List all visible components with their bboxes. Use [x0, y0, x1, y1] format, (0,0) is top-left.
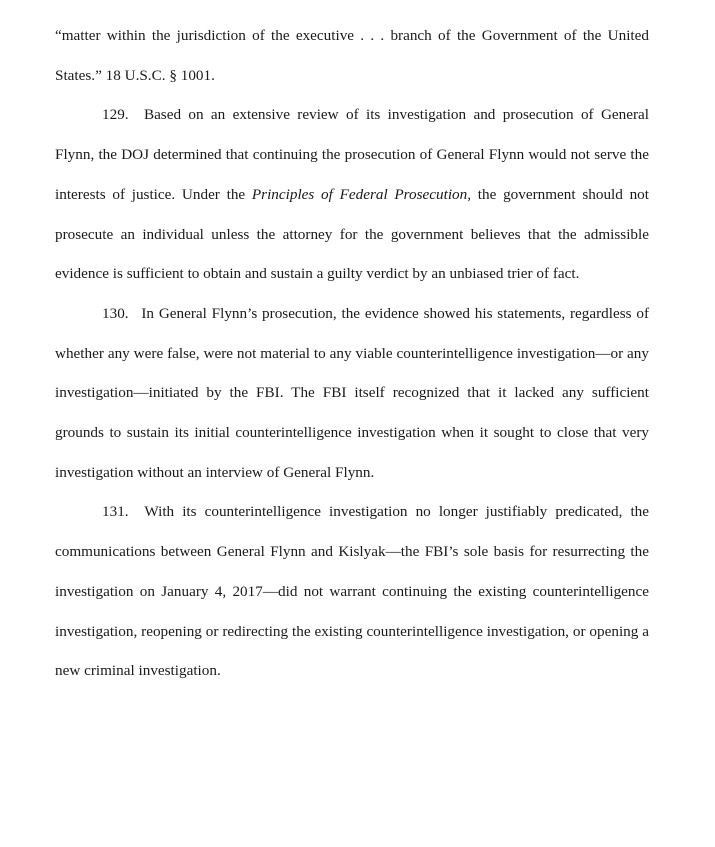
paragraph-text: With its counterintelligence investigation no longer justifiably predicated, the communications between General Flynn and Kislyak—the FBI’s sole basis for resurrecting the investigation on January 4, 2017—did not warrant continuing the existing counterintelligence investigation, reopening or redirecting the existing counterintelligence investigation, or opening a new criminal investigation. — [55, 503, 649, 680]
italic-citation: Principles of Federal Prosecution, — [251, 185, 472, 203]
paragraph-number: 129. — [102, 106, 129, 124]
paragraph-129 — [55, 95, 649, 294]
paragraph-text: In General Flynn’s prosecution, the evidence showed his statements, regardless of whether any were false, were not material to any viable counterintelligence investigation—or any investigation—initiated by the FBI. The FBI itself recognized that it lacked any sufficient grounds to sustain its initial counterintelligence investigation when it sought to close that very investigation without an interview of General Flynn. — [55, 304, 649, 481]
document-page — [55, 16, 649, 691]
paragraph-130 — [55, 294, 649, 493]
paragraph-text: “matter within the jurisdiction of the executive . . . branch of the Government of the United States.” 18 U.S.C. § 1001. — [55, 27, 649, 84]
paragraph-text: Based on an extensive review of its investigation and prosecution of General Flynn, the DOJ determined that continuing the prosecution of General Flynn would not serve the interests of justice. Under the — [55, 106, 650, 203]
paragraph-number: 130. — [102, 304, 129, 322]
paragraph-131 — [55, 492, 649, 691]
paragraph-text: the government should not prosecute an individual unless the attorney for the government believes that the admissible evidence is sufficient to obtain and sustain a guilty verdict by an unbiased trier of fact. — [55, 185, 649, 283]
paragraph-number: 131. — [102, 503, 129, 521]
paragraph-continuation — [55, 16, 649, 95]
